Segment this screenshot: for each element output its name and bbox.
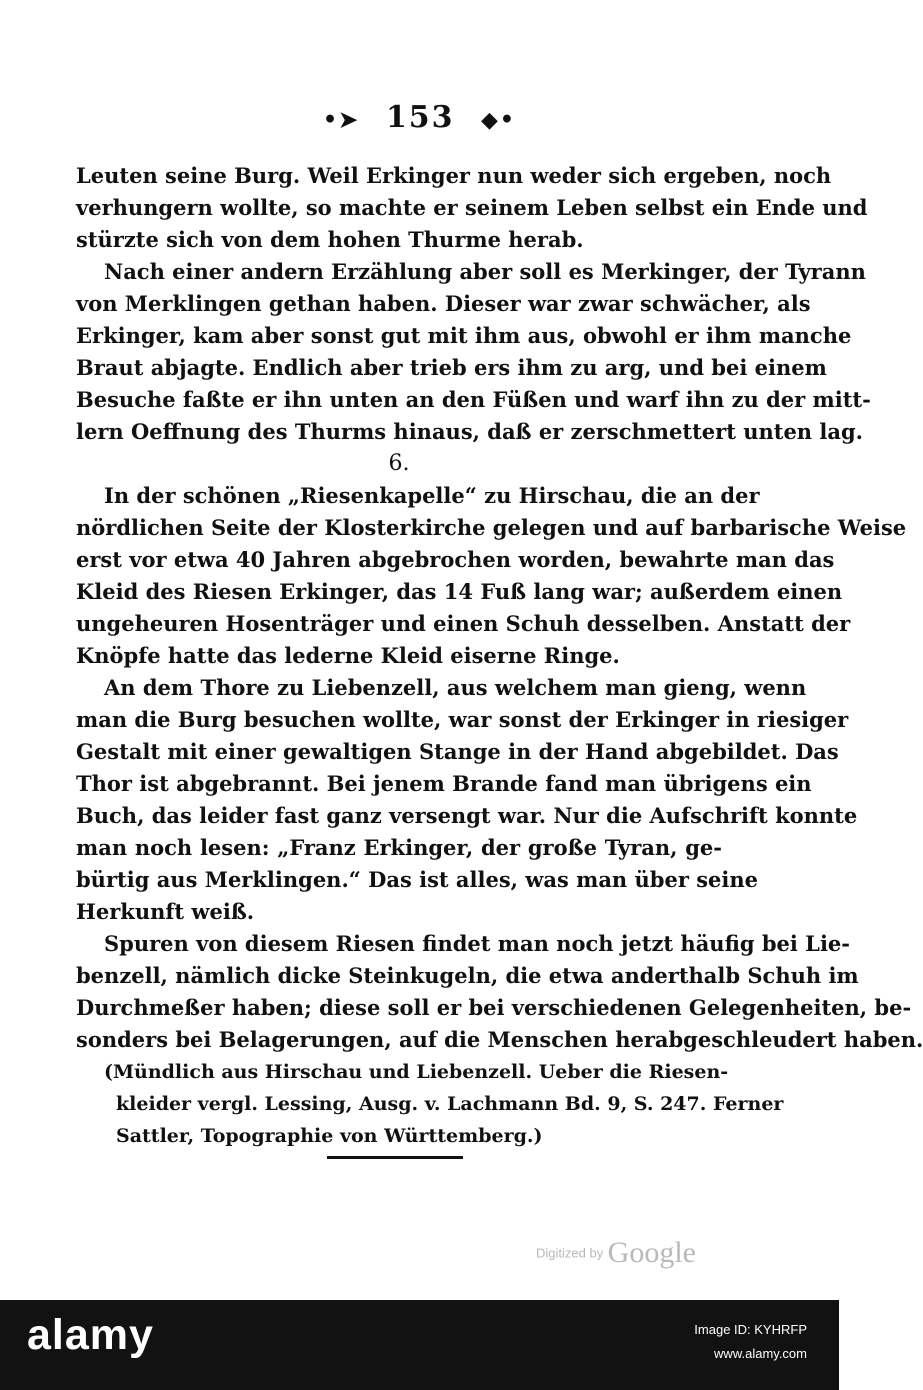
text-line: bürtig aus Merklingen.“ Das ist alles, was man über seine <box>76 867 758 892</box>
note-line: Sattler, Topographie von Württemberg.) <box>116 1125 543 1147</box>
text-line: Nach einer andern Erzählung aber soll es Merkinger, der Tyrann <box>104 259 866 284</box>
text-line: Leuten seine Burg. Weil Erkinger nun weder sich ergeben, noch <box>76 163 832 188</box>
page-number: 153 <box>385 100 455 135</box>
text-line: ungeheuren Hosenträger und einen Schuh desselben. Anstatt der <box>76 611 851 636</box>
text-line: sonders bei Belagerungen, auf die Menschen herabgeschleudert haben. <box>76 1027 923 1052</box>
text-line: von Merklingen gethan haben. Dieser war zwar schwächer, als <box>76 291 811 316</box>
text-line: benzell, nämlich dicke Steinkugeln, die etwa anderthalb Schuh im <box>76 963 859 988</box>
text-line: stürzte sich von dem hohen Thurme herab. <box>76 227 584 252</box>
ornament-left: •➤ <box>322 107 360 133</box>
section-divider <box>327 1156 463 1159</box>
source-note <box>76 1056 784 1152</box>
google-watermark <box>536 1236 696 1270</box>
google-logo: Google <box>607 1236 696 1269</box>
text-line: Knöpfe hatte das lederne Kleid eiserne Ringe. <box>76 643 620 668</box>
text-line: man die Burg besuchen wollte, war sonst der Erkinger in riesiger <box>76 707 849 732</box>
text-line: nördlichen Seite der Klosterkirche gelegen und auf barbarische Weise <box>76 515 907 540</box>
text-line: Herkunft weiß. <box>76 899 255 924</box>
text-line: In der schönen „Riesenkapelle“ zu Hirschau, die an der <box>104 483 760 508</box>
text-line: verhungern wollte, so machte er seinem Leben selbst ein Ende und <box>76 195 868 220</box>
text-line: erst vor etwa 40 Jahren abgebrochen worden, bewahrte man das <box>76 547 835 572</box>
text-line: Gestalt mit einer gewaltigen Stange in der Hand abgebildet. Das <box>76 739 839 764</box>
text-line: Besuche faßte er ihn unten an den Füßen und warf ihn zu der mitt- <box>76 387 871 412</box>
text-line: Spuren von diesem Riesen findet man noch jetzt häufig bei Lie- <box>104 931 850 956</box>
text-line: Braut abjagte. Endlich aber trieb ers ihm zu arg, und bei einem <box>76 355 827 380</box>
digitized-label: Digitized by <box>536 1245 604 1261</box>
section-number: 6. <box>388 451 410 476</box>
text-line: Durchmeßer haben; diese soll er bei verschiedenen Gelegenheiten, be- <box>76 995 912 1020</box>
text-line: man noch lesen: „Franz Erkinger, der große Tyran, ge- <box>76 835 722 860</box>
text-line: An dem Thore zu Liebenzell, aus welchem man gieng, wenn <box>104 675 807 700</box>
site-url-link[interactable]: www.alamy.com <box>714 1346 807 1361</box>
note-line: (Mündlich aus Hirschau und Liebenzell. Ueber die Riesen- <box>104 1061 729 1083</box>
body-text <box>76 160 923 1152</box>
alamy-logo[interactable]: alamy <box>27 1311 154 1359</box>
image-id-label: Image ID: KYHRFP <box>694 1322 807 1337</box>
text-line: lern Oeffnung des Thurms hinaus, daß er zerschmettert unten lag. <box>76 419 863 444</box>
text-line: Erkinger, kam aber sonst gut mit ihm aus, obwohl er ihm manche <box>76 323 852 348</box>
page-header <box>0 100 839 135</box>
text-line: Thor ist abgebrannt. Bei jenem Brande fand man übrigens ein <box>76 771 812 796</box>
text-line: Kleid des Riesen Erkinger, das 14 Fuß lang war; außerdem einen <box>76 579 843 604</box>
note-line: kleider vergl. Lessing, Ausg. v. Lachmann Bd. 9, S. 247. Ferner <box>116 1093 784 1115</box>
ornament-right: ◆• <box>481 107 516 133</box>
text-line: Buch, das leider fast ganz versengt war. Nur die Aufschrift konnte <box>76 803 858 828</box>
